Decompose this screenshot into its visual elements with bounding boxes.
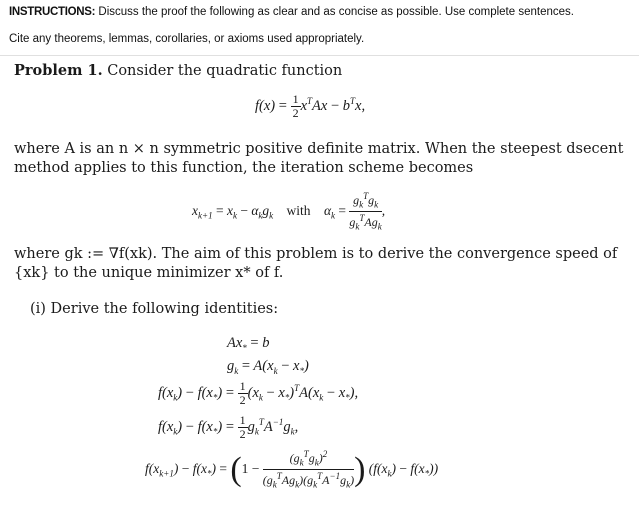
identity-2: $g_k = A(x_k - x_*)$ bbox=[227, 358, 309, 376]
instructions-text-1: Discuss the proof the following as clear and as concise as possible. Use complete sentences. bbox=[95, 6, 574, 18]
problem-heading bbox=[14, 61, 629, 81]
identity-5: $f(x_{k+1}) - f(x_*) = (1$ − $\frac{(g_k^Tg_k)^2}{(g_k^TAg_k)(g_k^TA^{-1}g_k)}$ ) $(f(x_k) - f(x_*))$ bbox=[145, 449, 439, 490]
paragraph-matrix: where A is an n × n symmetric positive definite matrix. When the steepest dsecent method applies to this function, the iteration scheme becomes bbox=[14, 141, 624, 176]
problem-title: Problem 1. bbox=[14, 62, 103, 79]
problem-intro: Consider the quadratic function bbox=[107, 63, 343, 79]
identity-4: $f(x_k) - f(x_*)$ = $\frac{1}{2}$ $g_k^TA^{-1}g_k$, bbox=[158, 413, 299, 441]
part-i-label: (i) Derive the following identities: bbox=[30, 301, 279, 317]
paragraph-aim: where gk := ∇f(xk). The aim of this problem is to derive the convergence speed of {xk} to the unique minimizer x* of f. bbox=[14, 246, 618, 281]
identity-1: $Ax_* = b$ bbox=[227, 335, 270, 353]
identity-3: $f(x_k) - f(x_*)$ = $\frac{1}{2}$ $(x_k - x_*)^TA(x_k - x_*)$, bbox=[158, 379, 359, 407]
divider bbox=[0, 55, 639, 56]
equation-quadratic: f(x) = $\frac{1}{2}$ $x^TAx - b^Tx$, bbox=[255, 92, 366, 120]
instructions-line-1 bbox=[9, 6, 574, 18]
instructions-line-2: Cite any theorems, lemmas, corollaries, or axioms used appropriately. bbox=[9, 33, 365, 45]
equation-iteration: $x_{k+1} = x_k - \alpha_kg_k$ with $\alpha_k$ = $\frac{g_k^Tg_k}{g_k^TAg_k}$ , bbox=[192, 191, 386, 232]
instructions-label: INSTRUCTIONS: bbox=[9, 6, 96, 18]
